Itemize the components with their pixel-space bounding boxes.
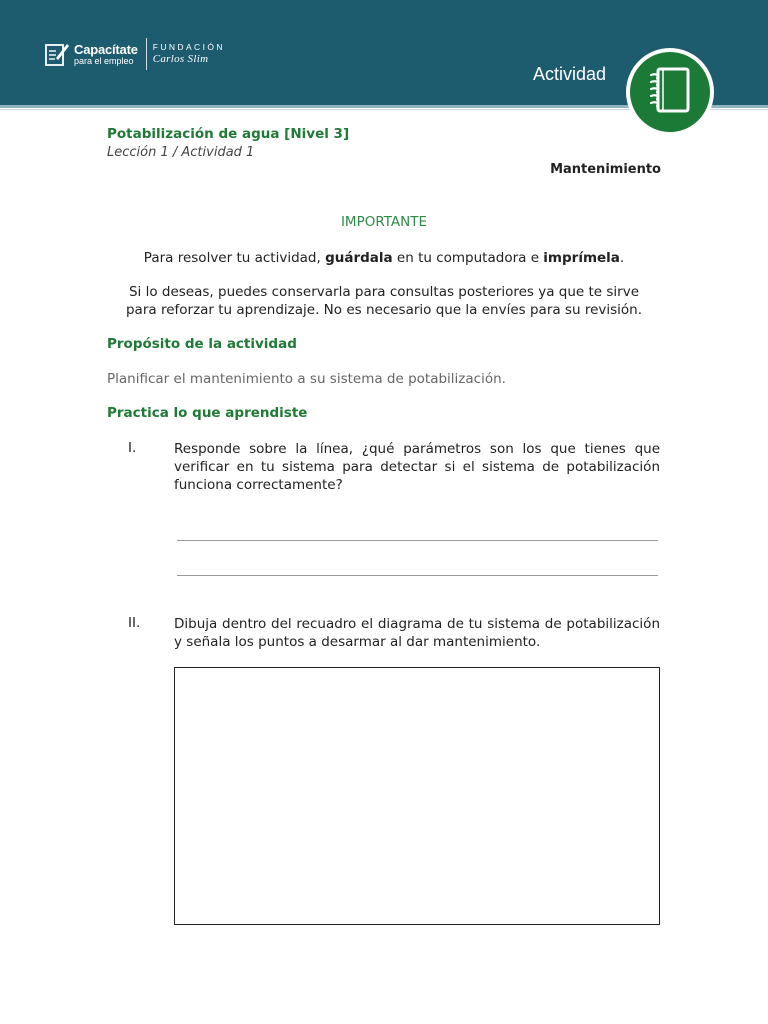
- answer-line-2[interactable]: [177, 575, 658, 576]
- question-2-number: II.: [128, 615, 141, 631]
- instructions-bold-save: guárdala: [325, 250, 393, 266]
- logo-divider: [146, 38, 147, 70]
- notebook-icon: [625, 47, 715, 137]
- important-heading: IMPORTANTE: [340, 214, 428, 230]
- logo-sub-text: para el empleo: [74, 55, 134, 66]
- capacitate-logo-icon: [44, 41, 70, 67]
- activity-label: Actividad: [533, 64, 607, 84]
- instructions-line: [107, 249, 661, 267]
- logo-fundacion-text: FUNDACIÓN: [152, 41, 225, 52]
- logo-brand-text: Capacítate: [74, 41, 138, 57]
- instructions-bold-print: imprímela: [543, 250, 620, 266]
- question-1-number: I.: [128, 440, 137, 456]
- logo-signature-text: Carlos Slim: [152, 53, 209, 66]
- question-2-text: Dibuja dentro del recuadro el diagrama de tu sistema de potabilización y señala los puntos a desarmar al dar mantenimiento.: [174, 616, 660, 650]
- practice-heading: Practica lo que aprendiste: [107, 405, 308, 421]
- document-title: Potabilización de agua [Nivel 3]: [107, 126, 350, 142]
- instructions-text-2: en tu computadora e: [392, 250, 544, 266]
- purpose-heading: Propósito de la actividad: [107, 336, 297, 352]
- instructions-note: Si lo deseas, puedes conservarla para consultas posteriores ya que te sirve para reforzar tu aprendizaje. No es necesario que la envíes para su revisión.: [125, 284, 643, 318]
- answer-line-1[interactable]: [177, 540, 658, 541]
- capacitate-logo: [44, 38, 225, 70]
- instructions-text-3: .: [619, 250, 625, 266]
- document-subtitle: Lección 1 / Actividad 1: [107, 145, 255, 160]
- instructions-text-1: Para resolver tu actividad,: [143, 250, 326, 266]
- question-1-text: Responde sobre la línea, ¿qué parámetros son los que tienes que verificar en tu sistema para detectar si el sistema de potabilización funciona correctamente?: [174, 441, 660, 493]
- purpose-text: Planificar el mantenimiento a su sistema de potabilización.: [107, 371, 506, 387]
- document-topic: Mantenimiento: [550, 162, 661, 177]
- drawing-box[interactable]: [174, 667, 660, 925]
